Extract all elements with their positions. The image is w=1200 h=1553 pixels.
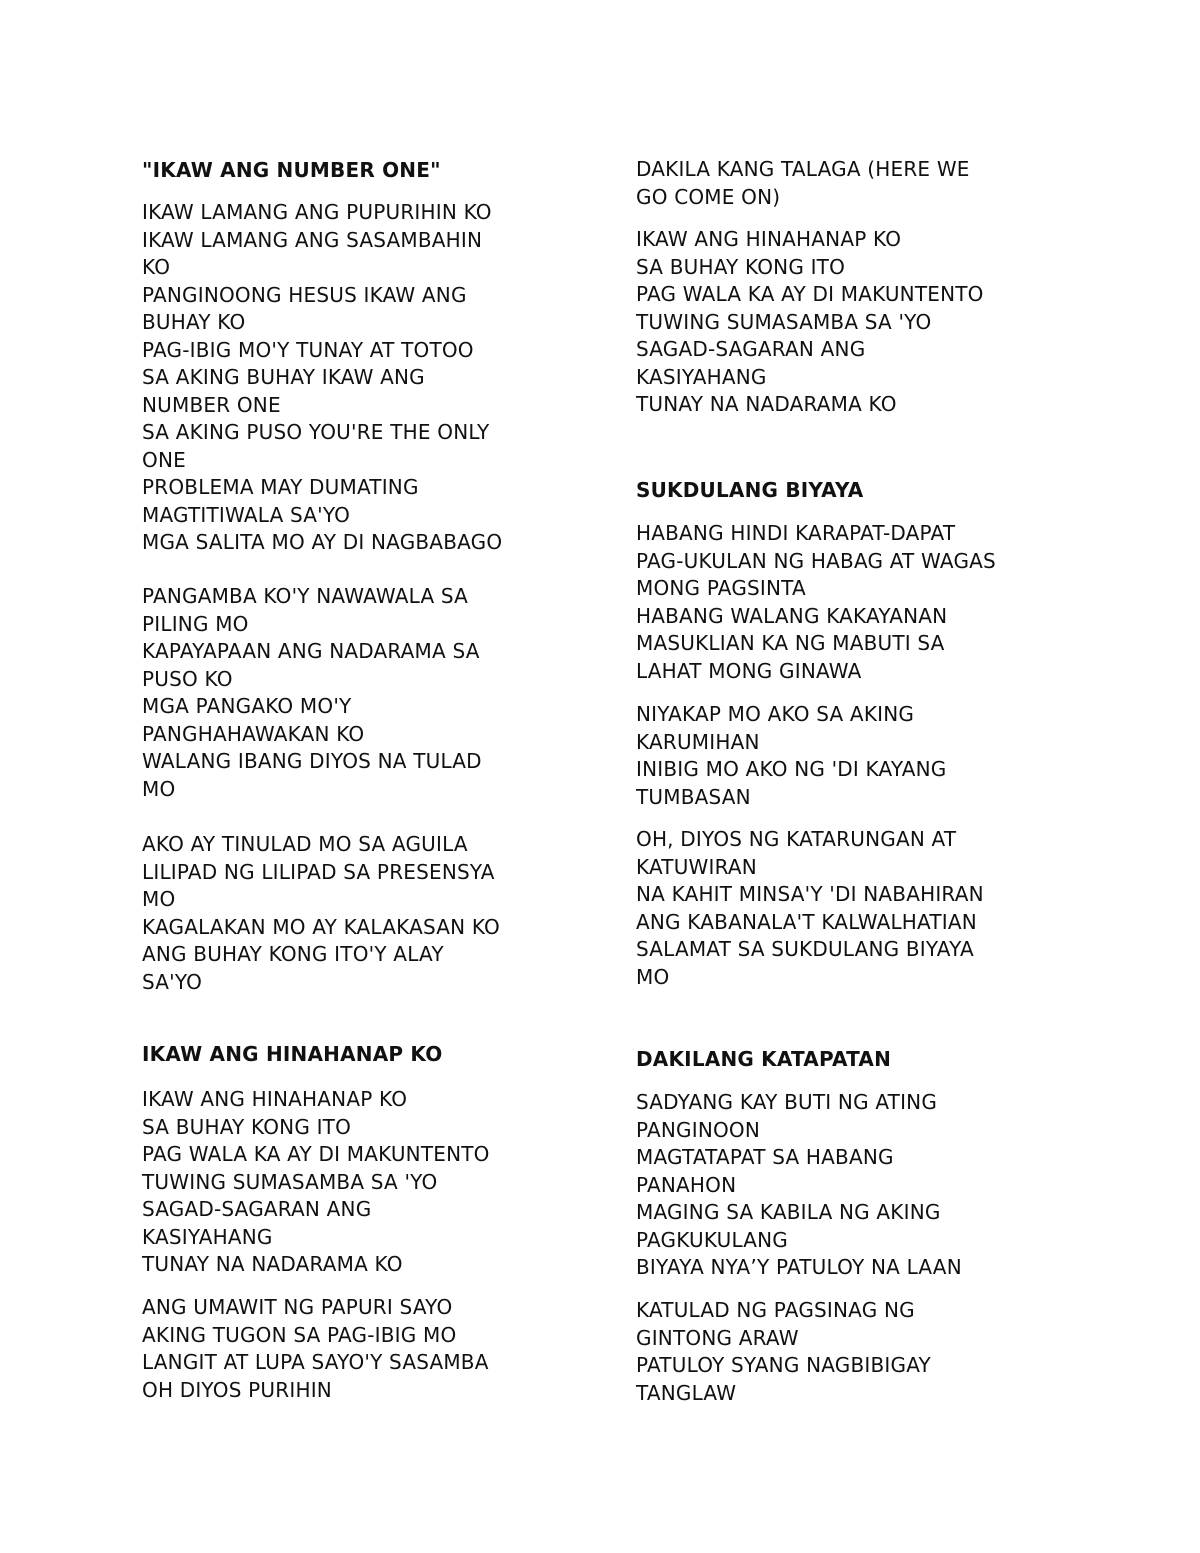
lyric-line: SAGAD-SAGARAN ANG (636, 337, 866, 361)
lyrics-stanza (636, 826, 984, 991)
lyric-line: HABANG HINDI KARAPAT-DAPAT (636, 521, 956, 545)
lyric-line: SADYANG KAY BUTI NG ATING (636, 1090, 938, 1114)
lyric-line: PAG WALA KA AY DI MAKUNTENTO (142, 1142, 490, 1166)
lyric-line: OH, DIYOS NG KATARUNGAN AT (636, 827, 957, 851)
lyric-line: LILIPAD NG LILIPAD SA PRESENSYA (142, 859, 495, 884)
lyrics-stanza (636, 226, 984, 419)
song-title: DAKILANG KATAPATAN (636, 1047, 892, 1071)
lyric-line: PUSO KO (142, 666, 233, 691)
lyric-line: LAHAT MONG GINAWA (636, 658, 862, 683)
lyric-line: SA AKING PUSO YOU'RE THE ONLY (142, 420, 490, 444)
lyric-line: TUNAY NA NADARAMA KO (636, 392, 897, 416)
lyric-line: KATUWIRAN (636, 854, 757, 879)
lyric-line: TUMBASAN (636, 784, 751, 809)
lyric-line: MASUKLIAN KA NG MABUTI SA (636, 631, 945, 655)
lyric-line: TUNAY NA NADARAMA KO (142, 1252, 403, 1276)
lyrics-stanza (142, 199, 502, 557)
lyric-line: AKO AY TINULAD MO SA AGUILA (142, 832, 468, 856)
lyric-line: PATULOY SYANG NAGBIBIGAY (636, 1353, 931, 1377)
lyric-line: PAG WALA KA AY DI MAKUNTENTO (636, 282, 984, 306)
lyrics-stanza (142, 831, 500, 996)
lyric-line: KAPAYAPAAN ANG NADARAMA SA (142, 639, 480, 663)
lyric-line: WALANG IBANG DIYOS NA TULAD (142, 749, 482, 773)
lyric-line: IKAW ANG HINAHANAP KO (636, 227, 902, 251)
lyric-line: PAGKUKULANG (636, 1227, 788, 1252)
lyrics-stanza (636, 1089, 962, 1282)
lyric-line: SA AKING BUHAY IKAW ANG (142, 365, 425, 389)
lyric-line: PANAHON (636, 1172, 737, 1197)
lyrics-stanza (142, 1294, 489, 1404)
lyric-line: SA BUHAY KONG ITO (636, 254, 846, 279)
lyric-line: TANGLAW (636, 1380, 737, 1405)
song-title: IKAW ANG HINAHANAP KO (142, 1042, 443, 1066)
lyric-line: BUHAY KO (142, 310, 246, 334)
lyric-line: TUWING SUMASAMBA SA 'YO (636, 309, 932, 334)
song-title: "IKAW ANG NUMBER ONE" (142, 158, 441, 182)
lyric-line: HABANG WALANG KAKAYANAN (636, 603, 948, 628)
lyric-line: PANGINOONG HESUS IKAW ANG (142, 282, 467, 307)
lyric-line: PANGHAHAWAKAN KO (142, 721, 365, 746)
lyric-line: MGA PANGAKO MO'Y (142, 694, 352, 718)
lyric-line: KARUMIHAN (636, 729, 760, 754)
lyric-line: IKAW LAMANG ANG PUPURIHIN KO (142, 200, 492, 224)
lyric-line: DAKILA KANG TALAGA (HERE WE (636, 157, 970, 181)
lyrics-stanza (636, 520, 996, 685)
lyric-line: SAGAD-SAGARAN ANG (142, 1197, 372, 1221)
lyric-line: IKAW ANG HINAHANAP KO (142, 1087, 408, 1111)
lyric-line: ANG KABANALA'T KALWALHATIAN (636, 909, 977, 934)
lyric-line: PILING MO (142, 611, 249, 636)
lyric-line: PANGINOON (636, 1117, 761, 1142)
lyric-line: ONE (142, 447, 186, 472)
lyric-line: NIYAKAP MO AKO SA AKING (636, 702, 915, 726)
lyric-line: KASIYAHANG (142, 1224, 273, 1249)
song-title: SUKDULANG BIYAYA (636, 478, 864, 502)
lyric-line: SA BUHAY KONG ITO (142, 1114, 352, 1139)
lyric-line: GO COME ON) (636, 184, 781, 209)
lyric-line: SA'YO (142, 969, 203, 994)
lyrics-stanza (142, 583, 482, 803)
lyric-line: KAGALAKAN MO AY KALAKASAN KO (142, 914, 500, 939)
lyric-line: NUMBER ONE (142, 392, 281, 417)
lyric-line: AKING TUGON SA PAG-IBIG MO (142, 1322, 457, 1347)
lyric-line: MAGTITIWALA SA'YO (142, 502, 351, 527)
lyric-line: NA KAHIT MINSA'Y 'DI NABAHIRAN (636, 882, 984, 906)
lyric-line: OH DIYOS PURIHIN (142, 1377, 332, 1402)
lyrics-stanza (636, 156, 970, 211)
lyric-line: LANGIT AT LUPA SAYO'Y SASAMBA (142, 1350, 489, 1374)
lyric-line: PAG-UKULAN NG HABAG AT WAGAS (636, 548, 996, 573)
lyric-line: BIYAYA NYA’Y PATULOY NA LAAN (636, 1255, 962, 1279)
lyric-line: MAGING SA KABILA NG AKING (636, 1200, 941, 1224)
lyric-line: MGA SALITA MO AY DI NAGBABAGO (142, 530, 503, 554)
lyric-line: KATULAD NG PAGSINAG NG (636, 1298, 915, 1322)
lyrics-stanza (636, 1297, 931, 1407)
lyric-line: KASIYAHANG (636, 364, 767, 389)
lyric-line: KO (142, 255, 171, 279)
lyric-line: INIBIG MO AKO NG 'DI KAYANG (636, 757, 947, 781)
lyric-line: PANGAMBA KO'Y NAWAWALA SA (142, 584, 469, 608)
lyric-line: PAG-IBIG MO'Y TUNAY AT TOTOO (142, 337, 474, 362)
lyrics-stanza (636, 701, 946, 811)
lyric-line: IKAW LAMANG ANG SASAMBAHIN (142, 227, 483, 252)
lyric-line: MO (142, 887, 176, 911)
lyric-line: ANG BUHAY KONG ITO'Y ALAY (142, 942, 444, 966)
lyrics-stanza (142, 1086, 490, 1279)
lyric-line: ANG UMAWIT NG PAPURI SAYO (142, 1295, 453, 1319)
lyric-line: GINTONG ARAW (636, 1325, 799, 1350)
lyric-line: PROBLEMA MAY DUMATING (142, 475, 419, 499)
lyric-line: MO (142, 776, 176, 801)
lyric-line: SALAMAT SA SUKDULANG BIYAYA (636, 937, 974, 961)
lyric-line: TUWING SUMASAMBA SA 'YO (142, 1169, 438, 1194)
lyric-line: MAGTATAPAT SA HABANG (636, 1145, 894, 1169)
lyric-line: MO (636, 964, 670, 989)
lyric-line: MONG PAGSINTA (636, 576, 806, 600)
